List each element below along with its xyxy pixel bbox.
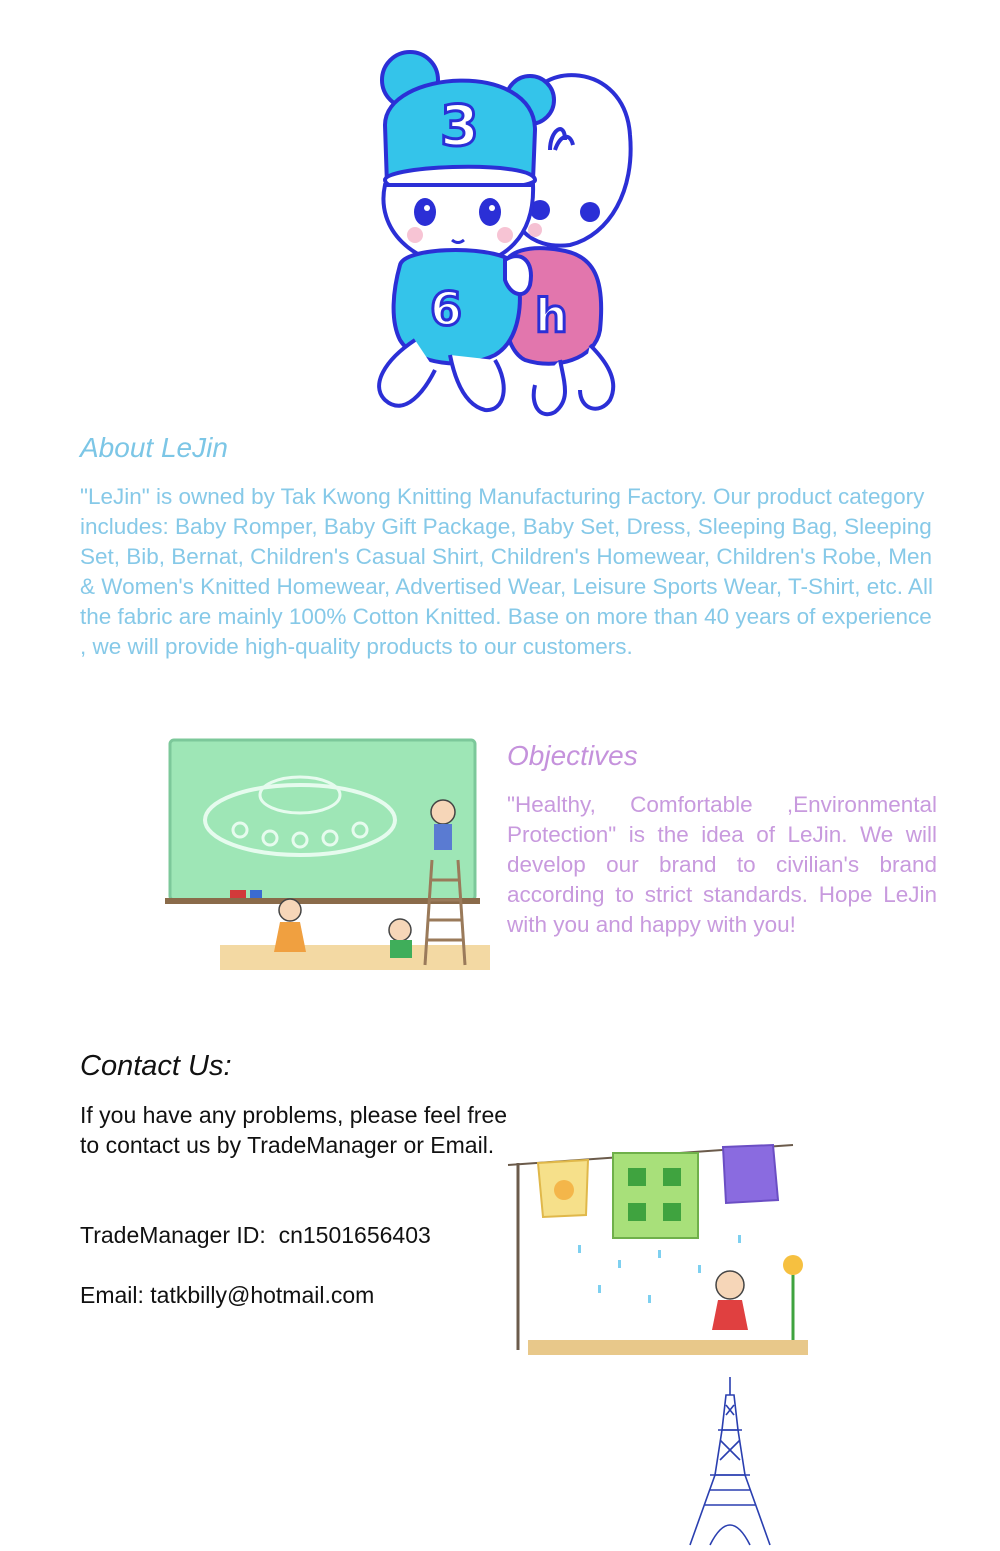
contact-intro: If you have any problems, please feel free to contact us by TradeManager or Email. bbox=[80, 1102, 508, 1158]
laundry-illustration bbox=[498, 1135, 818, 1360]
eiffel-tower-illustration bbox=[680, 1375, 780, 1550]
contact-title: Contact Us: bbox=[80, 1050, 232, 1082]
right-belly-number: h bbox=[535, 289, 568, 343]
objectives-text: "Healthy, Comfortable ,Environmental Protection" is the idea of LeJin. We will develop our brand to civilian's brand according to strict standards. Hope LeJin with you and happy with you! bbox=[507, 792, 937, 937]
mascot-illustration bbox=[355, 40, 645, 425]
contact-email: Email: tatkbilly@hotmail.com bbox=[80, 1282, 375, 1308]
classroom-illustration bbox=[160, 730, 490, 975]
objectives-title: Objectives bbox=[507, 740, 638, 771]
hat-number: 3 bbox=[440, 94, 479, 159]
trademanager-id: TradeManager ID: cn1501656403 bbox=[80, 1222, 431, 1248]
about-title: About LeJin bbox=[80, 432, 228, 463]
left-belly-number: 6 bbox=[430, 282, 463, 336]
about-text: "LeJin" is owned by Tak Kwong Knitting Manufacturing Factory. Our product category includes: Baby Romper, Baby Gift Package, Baby Set, Dress, Sleeping Bag, Sleeping Set, Bib, Bernat, Children's Casual Shirt, Children's Homewear, Children's Robe, Men & Women's Knitted Homewear, Advertised Wear, Leisure Sports Wear, T-Shirt, etc. All the fabric are mainly 100% Cotton Knitted. Base on more than 40 years of experience , we will provide high-quality products to our customers. bbox=[80, 484, 934, 659]
